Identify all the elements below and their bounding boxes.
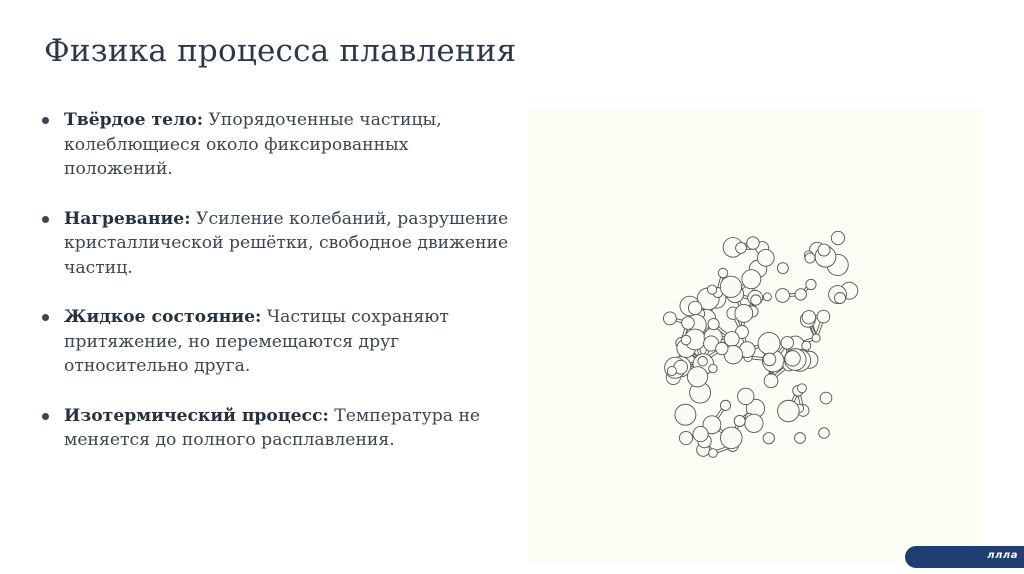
atom: [812, 334, 820, 342]
atom: [805, 253, 815, 263]
atom: [707, 285, 716, 294]
atom: [777, 263, 788, 274]
atom: [819, 428, 830, 439]
bullet-icon: [42, 117, 49, 124]
atom: [798, 384, 807, 393]
bullet-text: Температура не меняется до полного расплавления.: [64, 405, 481, 450]
atom: [709, 364, 717, 372]
atom: [675, 404, 696, 425]
bullet-item: [42, 305, 512, 379]
atom: [688, 301, 701, 314]
atom: [742, 270, 761, 289]
atom: [708, 318, 719, 329]
atom: [820, 392, 832, 404]
atom: [734, 415, 745, 426]
atom: [682, 317, 695, 330]
atom: [698, 356, 707, 365]
atom: [738, 388, 754, 404]
bullet-list: [42, 108, 512, 478]
atom: [720, 400, 730, 410]
atom: [763, 293, 771, 301]
brand-tab: [905, 546, 1024, 568]
bullet-term: Твёрдое тело:: [64, 110, 204, 130]
atom: [751, 295, 761, 305]
molecule-illustration: [528, 108, 983, 563]
atom: [763, 353, 776, 366]
atom: [667, 366, 676, 375]
atom: [781, 337, 794, 350]
bullet-text: Усиление колебаний, разрушение кристаллической решётки, свободное движение частиц.: [64, 208, 509, 278]
atom: [721, 427, 743, 449]
atom: [681, 335, 691, 345]
atom: [679, 431, 692, 444]
atom: [795, 433, 806, 444]
atom: [802, 311, 815, 324]
atom: [785, 351, 800, 366]
bullet-text: Упорядоченные частицы, колеблющиеся около фиксированных положений.: [64, 110, 442, 179]
brand-tab-text: ллла: [987, 550, 1018, 561]
atom: [764, 374, 778, 388]
atom: [776, 289, 790, 303]
atom: [735, 304, 753, 322]
molecule-icon: [528, 108, 983, 563]
atom: [716, 342, 728, 354]
atom: [763, 433, 774, 444]
atom: [806, 279, 816, 289]
atom: [693, 426, 708, 441]
slide-title: Физика процесса плавления: [44, 33, 517, 69]
atom: [835, 293, 846, 304]
bullet-term: Жидкое состояние:: [64, 307, 262, 327]
atom: [778, 400, 800, 422]
atom: [718, 268, 728, 278]
atom: [818, 244, 830, 256]
atom: [663, 312, 676, 325]
bullet-item: [42, 108, 512, 182]
atom: [709, 449, 718, 458]
bullet-icon: [42, 216, 49, 223]
atom: [687, 367, 707, 387]
atom: [802, 341, 811, 350]
atom: [736, 243, 747, 254]
bullet-item: [42, 404, 512, 453]
atom: [745, 414, 763, 432]
atom: [757, 249, 774, 266]
bullet-text: Частицы сохраняют притяжение, но перемещаются друг относительно друга.: [64, 307, 449, 376]
bullet-item: [42, 207, 512, 281]
bullet-term: Изотермический процесс:: [64, 405, 329, 426]
atom: [720, 276, 741, 297]
atom: [758, 332, 780, 354]
bullet-icon: [42, 314, 49, 321]
atom-circles: [663, 231, 857, 457]
bullet-icon: [42, 413, 49, 420]
atom: [747, 237, 759, 249]
bullet-term: Нагревание:: [64, 208, 191, 229]
atom: [831, 231, 844, 244]
atom: [795, 289, 806, 300]
atom: [817, 310, 830, 323]
